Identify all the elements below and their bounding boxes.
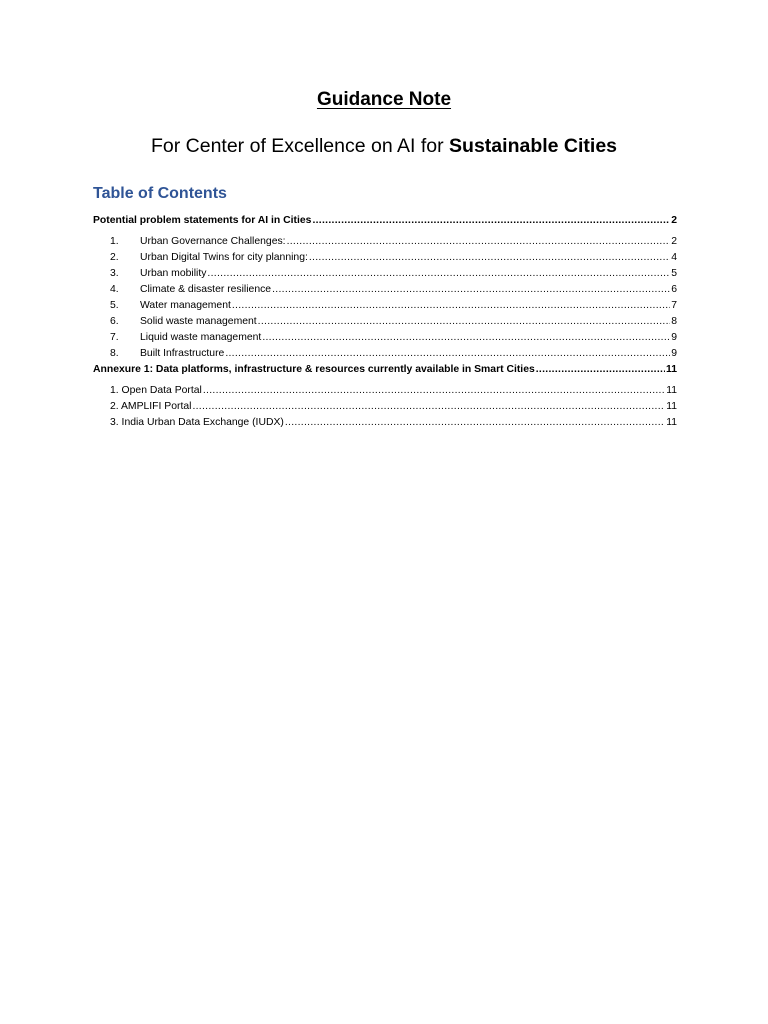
toc-entry-label: Urban Governance Challenges: <box>140 236 286 247</box>
subtitle-bold: Sustainable Cities <box>449 135 618 157</box>
toc-entry-number: 4. <box>110 284 119 295</box>
toc-entry-label: 1. Open Data Portal <box>110 385 202 396</box>
toc-entry-page: 8 <box>671 316 677 327</box>
toc-entry-urban-mobility[interactable] <box>93 266 677 282</box>
toc-entry-built-infrastructure[interactable] <box>93 346 677 362</box>
toc-entry-open-data-portal[interactable] <box>93 383 677 399</box>
toc-entry-page: 11 <box>666 385 677 396</box>
toc-entry-page: 2 <box>671 215 677 226</box>
toc-entry-number: 6. <box>110 316 119 327</box>
toc-entry-annexure-1[interactable] <box>93 362 677 378</box>
toc-entry-page: 6 <box>671 284 677 295</box>
toc-entry-label: 2. AMPLIFI Portal <box>110 401 192 412</box>
toc-entry-problem-statements[interactable] <box>93 213 677 229</box>
toc-dot-leader <box>287 234 671 250</box>
document-subtitle <box>0 135 768 158</box>
toc-entry-label: Climate & disaster resilience <box>140 284 272 295</box>
toc-entry-label: Liquid waste management <box>140 332 262 343</box>
toc-entry-page: 9 <box>671 348 677 359</box>
toc-entry-urban-governance[interactable] <box>93 234 677 250</box>
toc-dot-leader <box>192 399 665 415</box>
toc-entry-label: Annexure 1: Data platforms, infrastructure & resources currently available in Smart Cities <box>93 364 535 375</box>
toc-entry-number: 7. <box>110 332 119 343</box>
toc-entry-water-management[interactable] <box>93 298 677 314</box>
toc-dot-leader <box>203 383 665 399</box>
toc-entry-number: 5. <box>110 300 119 311</box>
toc-entry-page: 11 <box>666 417 677 428</box>
toc-entry-number: 2. <box>110 252 119 263</box>
toc-entry-label: Built Infrastructure <box>140 348 225 359</box>
toc-entry-page: 7 <box>671 300 677 311</box>
toc-entry-label: Urban mobility <box>140 268 207 279</box>
toc-entry-number: 1. <box>110 236 119 247</box>
toc-entry-number: 3. <box>110 268 119 279</box>
toc-dot-leader <box>262 330 670 346</box>
toc-entry-page: 4 <box>671 252 677 263</box>
toc-heading: Table of Contents <box>93 185 227 202</box>
toc-dot-leader <box>225 346 670 362</box>
toc-entry-page: 11 <box>666 401 677 412</box>
toc-entry-solid-waste[interactable] <box>93 314 677 330</box>
toc-entry-page: 5 <box>671 268 677 279</box>
toc-dot-leader <box>285 415 665 431</box>
toc-entry-page: 9 <box>671 332 677 343</box>
toc-dot-leader <box>312 213 670 229</box>
toc-dot-leader <box>258 314 671 330</box>
toc-entry-digital-twins[interactable] <box>93 250 677 266</box>
subtitle-prefix: For Center of Excellence on AI for <box>150 135 450 157</box>
toc-entry-label: Water management <box>140 300 231 311</box>
toc-dot-leader <box>207 266 670 282</box>
toc-entry-iudx[interactable] <box>93 415 677 431</box>
toc-entry-label: Potential problem statements for AI in Cities <box>93 215 312 226</box>
table-of-contents <box>93 213 677 431</box>
toc-dot-leader <box>536 362 665 378</box>
toc-dot-leader <box>309 250 670 266</box>
toc-entry-page: 11 <box>666 364 677 375</box>
toc-entry-label: Urban Digital Twins for city planning: <box>140 252 308 263</box>
toc-entry-liquid-waste[interactable] <box>93 330 677 346</box>
toc-entry-amplifi-portal[interactable] <box>93 399 677 415</box>
document-title: Guidance Note <box>316 89 452 110</box>
toc-entry-number: 8. <box>110 348 119 359</box>
toc-entry-climate-resilience[interactable] <box>93 282 677 298</box>
toc-entry-page: 2 <box>671 236 677 247</box>
toc-dot-leader <box>232 298 670 314</box>
toc-entry-label: Solid waste management <box>140 316 257 327</box>
toc-entry-label: 3. India Urban Data Exchange (IUDX) <box>110 417 284 428</box>
toc-dot-leader <box>272 282 670 298</box>
